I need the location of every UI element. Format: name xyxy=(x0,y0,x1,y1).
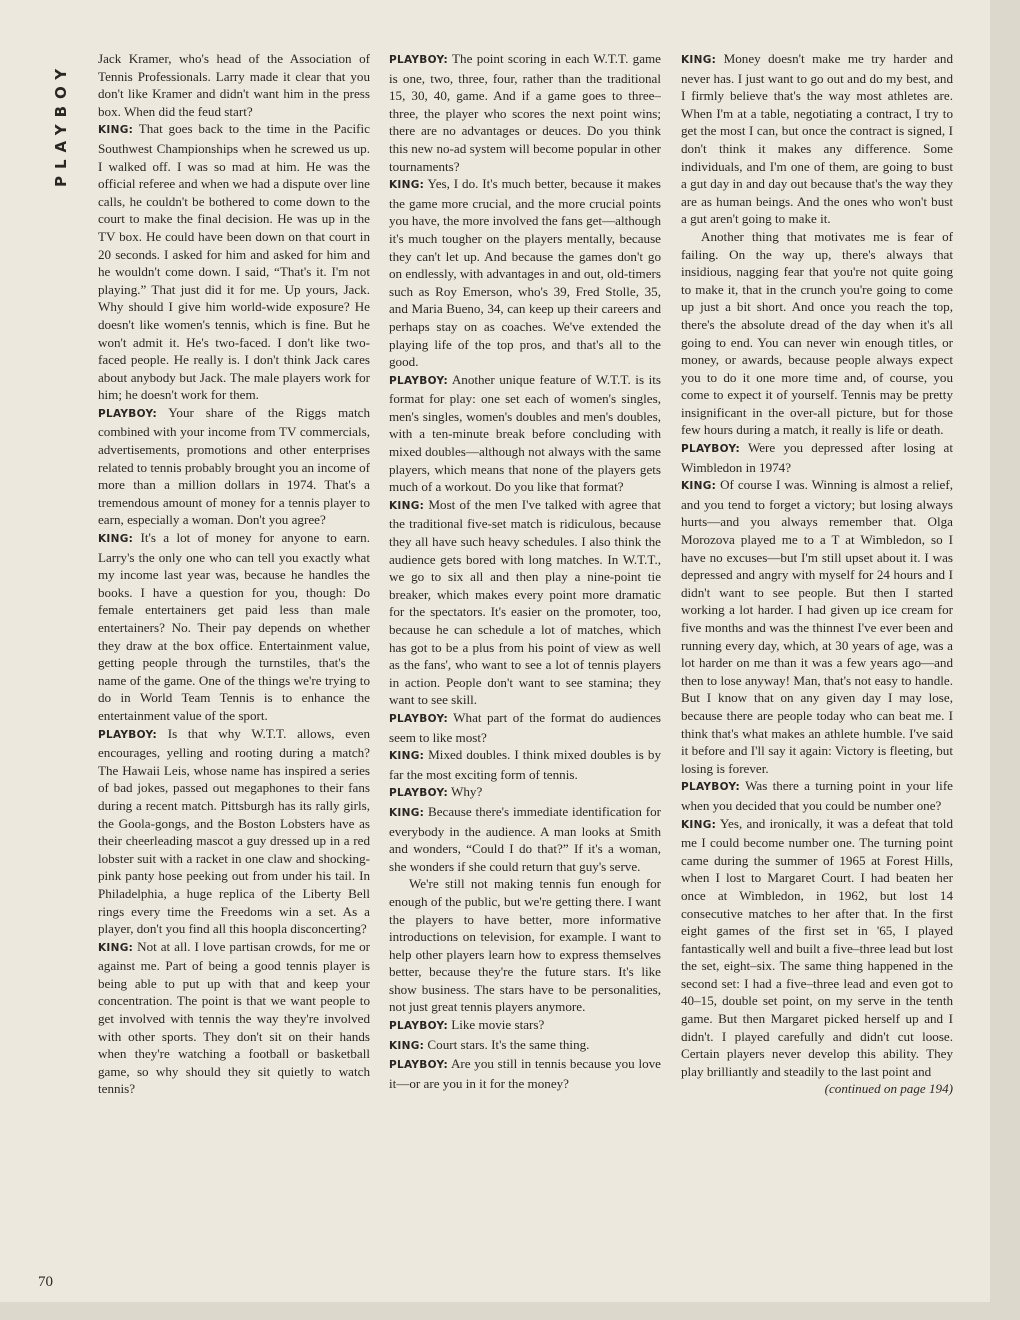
speaker-label: KING: xyxy=(98,533,134,546)
paragraph xyxy=(681,777,953,814)
paragraph-text: Jack Kramer, who's head of the Association of Tennis Professionals. Larry made it clear that you don't like Kramer and didn't want him in the press box. When did the feud start? xyxy=(98,51,370,119)
speaker-label: KING: xyxy=(681,818,717,831)
speaker-label: KING: xyxy=(98,124,134,137)
paragraph-text: Another unique feature of W.T.T. is its format for play: one set each of women's singles, men's singles, women's doubles and men's doubles, with a ten-minute break before concluding with mixed doubles—although not always with the same players, which means that none of the players gets much of a workout. Do you like that format? xyxy=(389,371,661,495)
paragraph xyxy=(681,815,953,1081)
paragraph-text: Court stars. It's the same thing. xyxy=(424,1036,590,1052)
paragraph-text: Were you depressed after losing at Wimbledon in 1974? xyxy=(681,440,953,475)
paragraph xyxy=(389,496,661,709)
paragraph xyxy=(389,803,661,875)
speaker-label: PLAYBOY: xyxy=(98,407,157,420)
paragraph-text: Your share of the Riggs match combined with your income from TV commercials, advertisements, promotions and other enterprises related to tennis probably brought you an income of more than a million dollars in 1974. That's a tremendous amount of money for a tennis player to earn, especially a woman. Don't you agree? xyxy=(98,404,370,528)
paragraph-text: Is that why W.T.T. allows, even encourages, yelling and rooting during a match? The Hawaii Leis, whose name has inspired a series of bad jokes, passed out megaphones to their fans during a recent match. Pittsburgh has its rally girls, the Goola-gongs, and the Boston Lobsters have as their cheerleading mascot a guy dressed up in a red lobster suit with a racket in one claw and shocking-pink panty hose peeking out from under his tail. In Philadelphia, a huge replica of the Liberty Bell rings every time the Freedoms win a set. As a player, don't you find all this hoopla disconcerting? xyxy=(98,725,370,937)
paragraph-text: That goes back to the time in the Pacific Southwest Championships when he screwed us up. I walked off. I was so mad at him. He was the official referee and when we had a dispute over line calls, he couldn't be bothered to come down to the court to make the final decision. He was up in the TV box. He could have been down on that court in 20 seconds. I asked for him and asked for him and he wouldn't come down. I said, “That's it. I'm not playing.” That just did it for me. Up yours, Jack. Why should I give him world-wide exposure? He doesn't like women's tennis, which is fine. But he won't admit it. He's two-faced. I don't like two-faced people. He really is. I don't think Jack cares about anybody but Jack. The male players work for him; he doesn't work for them. xyxy=(98,121,370,403)
paragraph-text: Are you still in tennis because you love it—or are you in it for the money? xyxy=(389,1056,661,1091)
speaker-label: PLAYBOY: xyxy=(389,787,448,800)
paragraph xyxy=(681,439,953,476)
paragraph xyxy=(389,709,661,746)
paragraph xyxy=(98,120,370,404)
continued-note xyxy=(681,1080,953,1098)
paragraph-text: We're still not making tennis fun enough for enough of the public, but we're getting there. I want the players to have better, more informative introductions on television, for example. I want to help other players learn how to express themselves better, because they're the future stars. It's like show business. The stars have to be personalities, not just great tennis players anymore. xyxy=(389,876,661,1015)
speaker-label: PLAYBOY: xyxy=(389,712,448,725)
speaker-label: KING: xyxy=(389,499,425,512)
paragraph xyxy=(389,175,661,371)
masthead: PLAYBOY xyxy=(52,61,70,187)
speaker-label: PLAYBOY: xyxy=(389,1059,448,1072)
paragraph-text: Yes, and ironically, it was a defeat that told me I could become number one. The turning point came during the summer of 1965 at Forest Hills, when I lost to Margaret Court. I had beaten her once at Wimbledon, in 1962, but lost 14 consecutive matches to her after that. In the first eight games of the first set in '65, I played fantastically well and built a five–three lead but lost the set, eight–six. The same thing happened in the second set: I had a five–three lead and even got to 40–15, double set point, on my serve in the tenth game. But then Margaret picked herself up and I didn't. I played carefully and didn't cut loose. Certain players never develop this ability. They play brilliantly and steadily to the last point and xyxy=(681,815,953,1079)
paragraph-text: Yes, I do. It's much better, because it makes the game more crucial, and the more crucial points you have, the more involved the fans get—although it's much tougher on the players mentally, because they can't let up. And because the games don't go on endlessly, with advantages in and out, old-timers such as Roy Emerson, who's 39, Fred Stolle, 35, and Maria Bueno, 34, can keep up their careers and perhaps stay on as coaches. We've extended the playing life of the top pros, and that's all to the good. xyxy=(389,176,661,370)
paragraph-text: Another thing that motivates me is fear of failing. On the way up, there's always that insidious, nagging fear that you're not quite going to make it, that in the crunch you're going to come up just a bit short. And once you reach the top, there's the absolute dread of the day when it's all going to end. You can never win enough titles, or money, or awards, because people always expect you to do it one more time and, of course, you come to expect it of yourself. Tennis may be pretty insignificant in the over-all picture, but for those few hours during a match, it really is life or death. xyxy=(681,228,953,438)
speaker-label: PLAYBOY: xyxy=(389,54,448,66)
page-number: 70 xyxy=(38,1274,53,1290)
paragraph-text: Was there a turning point in your life when you decided that you could be number one? xyxy=(681,778,953,813)
paragraph xyxy=(98,529,370,725)
paragraph xyxy=(98,725,370,938)
paragraph-text: Mixed doubles. I think mixed doubles is by far the most exciting form of tennis. xyxy=(389,747,661,782)
text-column-2 xyxy=(389,50,661,1290)
speaker-label: PLAYBOY: xyxy=(98,728,157,741)
text-column-3 xyxy=(681,50,953,1290)
speaker-label: KING: xyxy=(98,941,134,954)
paragraph-text: Like movie stars? xyxy=(447,1017,545,1033)
paragraph xyxy=(681,476,953,777)
text-column-1 xyxy=(98,50,370,1290)
paragraph-text: Why? xyxy=(447,784,483,800)
paragraph xyxy=(389,1016,661,1036)
speaker-label: KING: xyxy=(389,806,425,819)
paragraph-text: Because there's immediate identification for everybody in the audience. A man looks at Smith and wonders, “Could I do that?” If it's a woman, she wonders if she could return that guy's serve. xyxy=(389,803,661,874)
speaker-label: KING: xyxy=(681,480,717,493)
paragraph xyxy=(389,746,661,783)
speaker-label: KING: xyxy=(389,750,425,763)
paragraph xyxy=(681,50,953,228)
paragraph-text: Of course I was. Winning is almost a relief, and you tend to forget a victory; but losing always hurts—and you always remember that. Olga Morozova played me to a T at Wimbledon, so I have no excuses—but I'm still upset about it. I was depressed and angry with myself for 24 hours and I didn't want to see people. But then I started working a lot harder. I had given up ice cream for five months and was the thinnest I've ever been and running every day, which, at 30 years of age, was a lot harder on me than it was a few years ago—and then to lose anyway! Man, that's not easy to handle. But I know that on any given day I may lose, because there are people today who can beat me. I think that's what makes an athlete humble. I've said it before and I'll say it again: Victory is fleeting, but losing is forever. xyxy=(681,477,953,776)
paragraph xyxy=(389,1036,661,1056)
speaker-label: PLAYBOY: xyxy=(681,781,740,794)
speaker-label: KING: xyxy=(389,179,425,192)
paragraph-text: What part of the format do audiences seem to like most? xyxy=(389,709,661,745)
speaker-label: PLAYBOY: xyxy=(389,374,448,387)
paragraph-text: (continued on page 194) xyxy=(824,1081,953,1097)
paragraph-text: It's a lot of money for anyone to earn. Larry's the only one who can tell you exactly what my income last year was, because he handles the books. I have a question for you, though: Do female entertainers get paid less than male entertainers? No. Their pay depends on whether they draw at the box office. Entertainment value, getting people through the turnstiles, that's the name of the game. One of the things we're trying to do in World Team Tennis is to enhance the entertainment value of the sport. xyxy=(98,530,370,723)
speaker-label: KING: xyxy=(681,54,717,66)
paragraph xyxy=(681,228,953,439)
paragraph xyxy=(389,783,661,803)
speaker-label: PLAYBOY: xyxy=(681,443,740,456)
paragraph-text: Money doesn't make me try harder and never has. I just want to go out and do my best, and I firmly believe that's the way most athletes are. When I'm at a table, negotiating a contract, I try to get the most I can, but once the contract is signed, I don't think it makes any difference. Some individuals, and I'm one of them, are going to bust a gut day in and day out because that's the way they are as human beings. And the ones who won't bust a gut aren't going to make it. xyxy=(681,51,953,227)
paragraph xyxy=(98,938,370,1098)
paragraph xyxy=(389,50,661,175)
paragraph xyxy=(389,371,661,496)
paragraph-text: Most of the men I've talked with agree that the traditional five-set match is ridiculous, because they all have such heavy schedules. I also think the audience gets bored with long matches. In W.T.T., we go to six all and then play a nine-point tie breaker, which makes every point more dramatic for the spectators. It's easier on the promoter, too, because he can schedule a lot of matches, which has got to be a plus from his point of view as well as the fans', who want to see a lot of tennis players in action. People don't want to see stamina; they want to see skill. xyxy=(389,496,661,708)
page-edge-bottom xyxy=(0,1302,1020,1320)
speaker-label: KING: xyxy=(389,1039,425,1052)
paragraph xyxy=(98,404,370,529)
paragraph xyxy=(98,50,370,120)
speaker-label: PLAYBOY: xyxy=(389,1020,448,1033)
paragraph xyxy=(389,875,661,1016)
page-edge-right xyxy=(990,0,1020,1320)
paragraph-text: Not at all. I love partisan crowds, for me or against me. Part of being a good tennis player is being able to put up with that and keep your concentration. The point is that we want people to get involved with tennis the way they're involved with other sports. They don't sit on their hands when they're watching a football or basketball game, so why should they sit quietly to watch tennis? xyxy=(98,938,370,1097)
paragraph xyxy=(389,1055,661,1092)
paragraph-text: The point scoring in each W.T.T. game is one, two, three, four, rather than the traditional 15, 30, 40, game. And if a game goes to three–three, the player who scores the next point wins; there are no advantages or deuces. Do you think this new no-ad system will become popular in other tournaments? xyxy=(389,51,661,174)
